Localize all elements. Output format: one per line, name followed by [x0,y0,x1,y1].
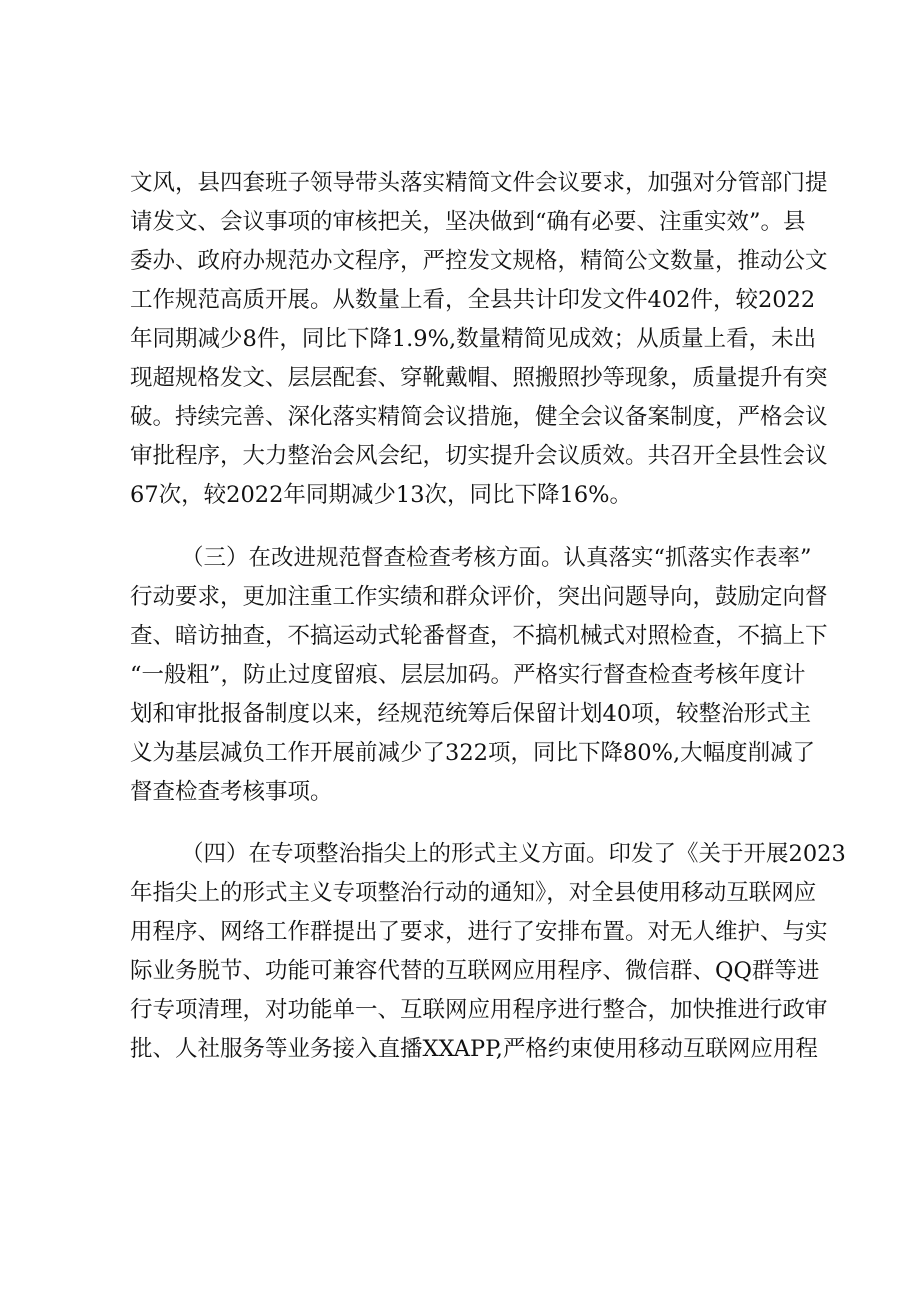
paragraph-3-line-3: 用程序、网络工作群提出了要求，进行了安排布置。对无人维护、与实 [130,919,828,945]
paragraph-1-line-7: 破。持续完善、深化落实精简会议措施，健全会议备案制度，严格会议 [130,404,828,430]
paragraph-2-line-4: “一般粗”，防止过度留痕、层层加码。严格实行督查检查考核年度计 [130,662,806,688]
paragraph-1-line-6: 现超规格发文、层层配套、穿靴戴帽、照搬照抄等现象，质量提升有突 [130,365,828,391]
paragraph-2-line-7: 督查检查考核事项。 [130,779,333,805]
paragraph-1-line-1: 文风，县四套班子领导带头落实精简文件会议要求，加强对分管部门提 [130,170,828,196]
paragraph-1-line-2: 请发文、会议事项的审核把关，坚决做到“确有必要、注重实效”。县 [130,209,806,235]
paragraph-2-line-5: 划和审批报备制度以来，经规范统筹后保留计划40项，较整治形式主 [130,701,812,727]
paragraph-1-line-8: 审批程序，大力整治会风会纪，切实提升会议质效。共召开全县性会议 [130,443,828,469]
paragraph-2-line-1: （三）在改进规范督查检查考核方面。认真落实“抓落实作表率” [181,545,812,571]
paragraph-3-line-6: 批、人社服务等业务接入直播XXAPP,严格约束使用移动互联网应用程 [130,1036,818,1062]
paragraph-1-line-9: 67次，较2022年同期减少13次，同比下降16%。 [130,482,633,508]
paragraph-1-line-3: 委办、政府办规范办文程序，严控发文规格，精简公文数量，推动公文 [130,248,828,274]
paragraph-2-line-3: 查、暗访抽查，不搞运动式轮番督查，不搞机械式对照检查，不搞上下 [130,623,828,649]
paragraph-1-line-5: 年同期减少8件，同比下降1.9%,数量精简见成效；从质量上看，未出 [130,326,817,352]
paragraph-1-line-4: 工作规范高质开展。从数量上看，全县共计印发文件402件，较2022 [130,287,816,313]
paragraph-3-line-1: （四）在专项整治指尖上的形式主义方面。印发了《关于开展2023 [181,841,846,867]
paragraph-3-line-4: 际业务脱节、功能可兼容代替的互联网应用程序、微信群、QQ群等进 [130,958,820,984]
paragraph-3-line-5: 行专项清理，对功能单一、互联网应用程序进行整合，加快推进行政审 [130,997,828,1023]
paragraph-2-line-2: 行动要求，更加注重工作实绩和群众评价，突出问题导向，鼓励定向督 [130,584,828,610]
paragraph-3-line-2: 年指尖上的形式主义专项整治行动的通知》，对全县使用移动互联网应 [130,880,817,906]
paragraph-2-line-6: 义为基层减负工作开展前减少了322项，同比下降80%,大幅度削减了 [130,740,816,766]
